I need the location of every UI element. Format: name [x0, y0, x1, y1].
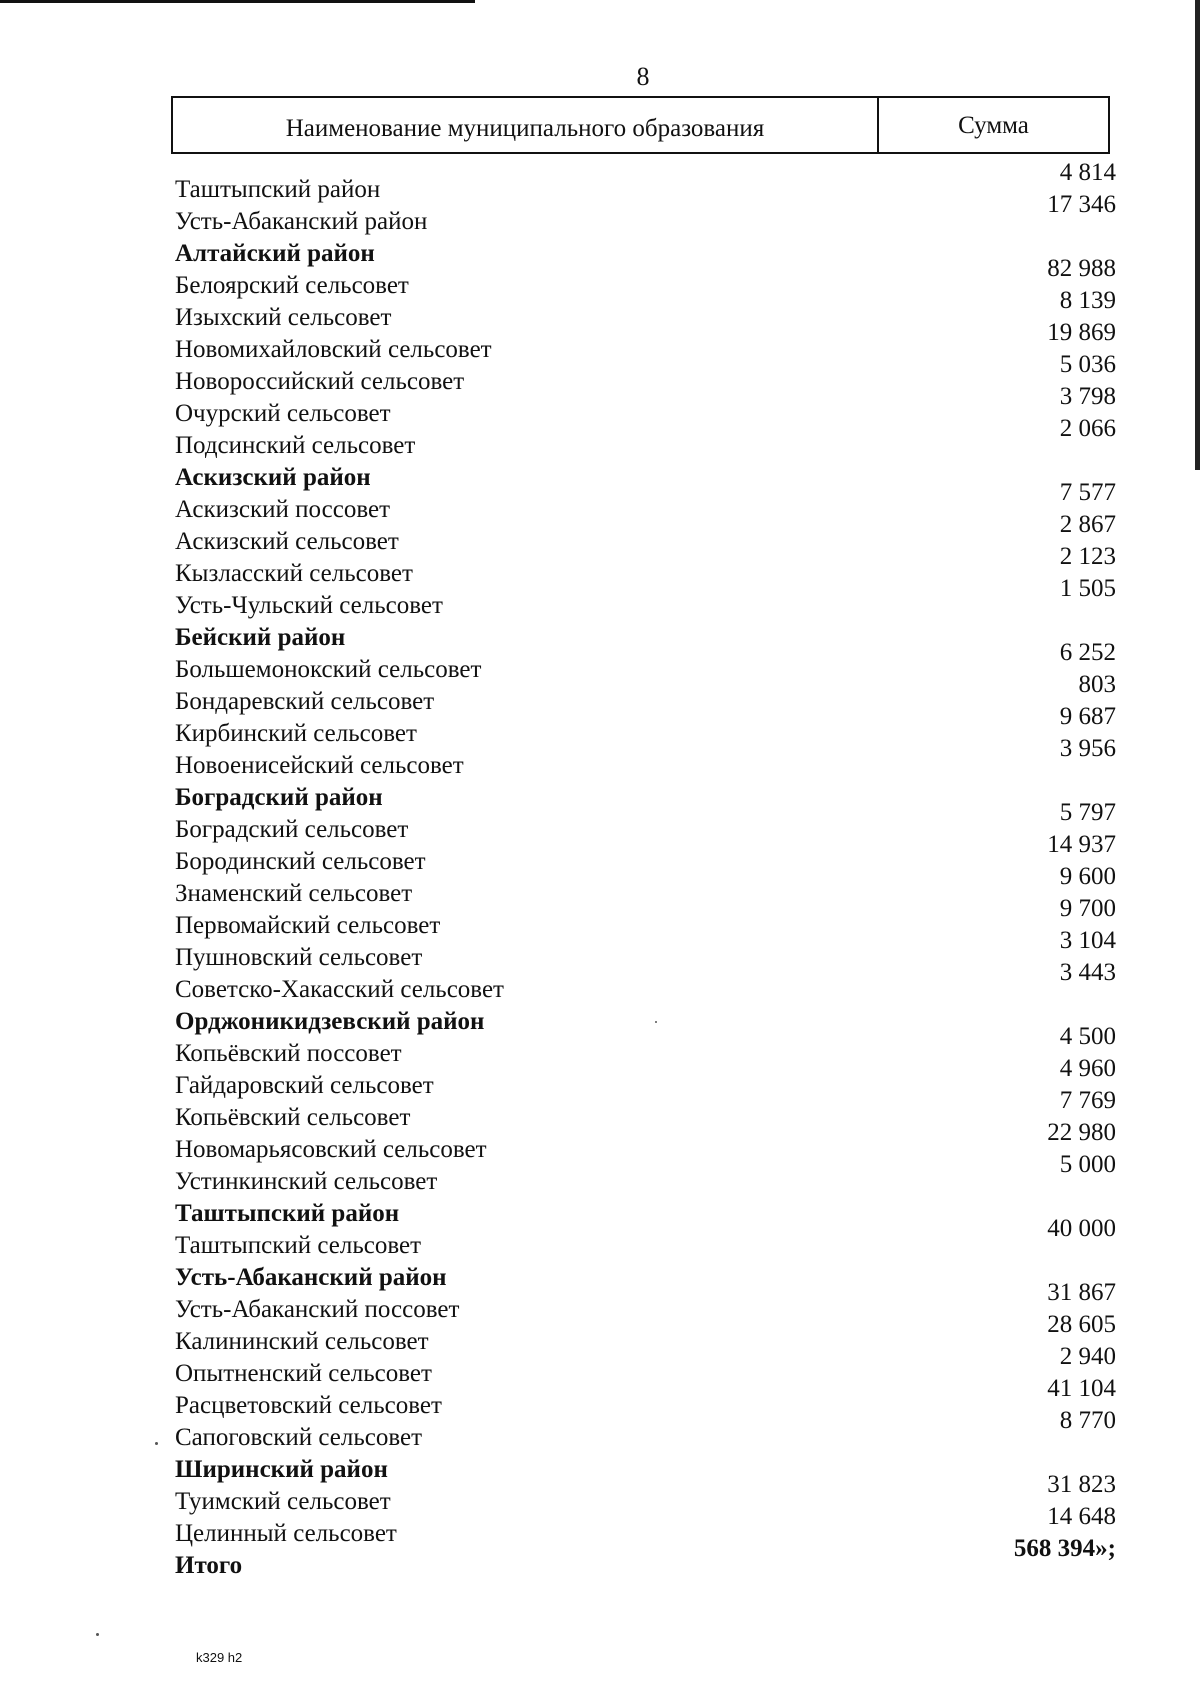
row-name: Усть-Абаканский район: [175, 208, 428, 235]
table-row: [0, 415, 1200, 462]
table-row: [0, 383, 1200, 430]
row-amount: 3 798: [1059, 383, 1116, 410]
row-name: Бейский район: [175, 624, 346, 651]
row-name: Пушновский сельсовет: [175, 944, 423, 971]
row-name: Подсинский сельсовет: [175, 432, 416, 459]
row-amount: 9 700: [1059, 895, 1116, 922]
row-amount: 2 940: [1059, 1343, 1116, 1370]
row-name: Новороссийский сельсовет: [175, 368, 465, 395]
table-row: [0, 959, 1200, 1006]
table-row: [0, 895, 1200, 942]
header-sum-cell: Сумма: [958, 112, 1029, 139]
row-amount: 5 036: [1059, 351, 1116, 378]
table-row: [0, 1343, 1200, 1390]
table-row: [0, 1087, 1200, 1134]
row-amount: 22 980: [1047, 1119, 1116, 1146]
row-name: Новомарьясовский сельсовет: [175, 1136, 487, 1163]
scan-speck: [96, 1633, 99, 1636]
table-row: [0, 319, 1200, 366]
row-amount: 14 937: [1047, 831, 1116, 858]
header-name-cell: Наименование муниципального образования: [173, 98, 879, 152]
table-row: [0, 351, 1200, 398]
row-name: Копьёвский сельсовет: [175, 1104, 411, 1131]
row-amount: 1 505: [1059, 575, 1116, 602]
table-row: [0, 1279, 1200, 1326]
table-body: [0, 159, 1200, 1582]
row-amount: 2 123: [1059, 543, 1116, 570]
row-name: Бородинский сельсовет: [175, 848, 426, 875]
row-name: Аскизский поссовет: [175, 496, 391, 523]
table-row: [0, 543, 1200, 590]
row-name: Опытненский сельсовет: [175, 1360, 432, 1387]
table-row: [0, 191, 1200, 238]
row-name: Таштыпский район: [175, 176, 381, 203]
table-row: [0, 159, 1200, 206]
total-row: [0, 1535, 1200, 1582]
table-row: [0, 799, 1200, 846]
table-row: [0, 927, 1200, 974]
table-row: [0, 287, 1200, 334]
row-name: Сапоговский сельсовет: [175, 1424, 423, 1451]
row-amount: 28 605: [1047, 1311, 1116, 1338]
scan-speck: [155, 1442, 158, 1445]
table-row: [0, 735, 1200, 782]
row-name: Итого: [175, 1552, 243, 1579]
row-amount: 568 394»;: [1013, 1535, 1116, 1562]
row-amount: 31 867: [1047, 1279, 1116, 1306]
row-amount: 803: [1078, 671, 1116, 698]
row-name: Усть-Абаканский поссовет: [175, 1296, 460, 1323]
row-name: Устинкинский сельсовет: [175, 1168, 438, 1195]
row-name: Калининский сельсовет: [175, 1328, 429, 1355]
district-row: [0, 238, 1200, 270]
table-row: [0, 255, 1200, 302]
top-edge-rule: [0, 0, 475, 3]
district-row: [0, 782, 1200, 814]
row-name: Таштыпский сельсовет: [175, 1232, 421, 1259]
row-amount: 41 104: [1047, 1375, 1116, 1402]
table-row: [0, 1151, 1200, 1198]
table-row: [0, 639, 1200, 686]
table-row: [0, 1119, 1200, 1166]
row-name: Кызласский сельсовет: [175, 560, 413, 587]
row-name: Целинный сельсовет: [175, 1520, 397, 1547]
table-row: [0, 1055, 1200, 1102]
table-row: [0, 1407, 1200, 1454]
table-row: [0, 703, 1200, 750]
row-name: Таштыпский район: [175, 1200, 400, 1227]
row-amount: 7 769: [1059, 1087, 1116, 1114]
row-amount: 40 000: [1047, 1215, 1116, 1242]
table-row: [0, 1215, 1200, 1262]
row-name: Копьёвский поссовет: [175, 1040, 402, 1067]
row-amount: 4 814: [1059, 159, 1116, 186]
row-amount: 3 443: [1059, 959, 1116, 986]
row-amount: 14 648: [1047, 1503, 1116, 1530]
row-amount: 8 139: [1059, 287, 1116, 314]
row-name: Гайдаровский сельсовет: [175, 1072, 434, 1099]
table-header: [171, 96, 1110, 154]
row-amount: 4 500: [1059, 1023, 1116, 1050]
row-name: Ширинский район: [175, 1456, 388, 1483]
row-amount: 31 823: [1047, 1471, 1116, 1498]
row-name: Алтайский район: [175, 240, 375, 267]
row-amount: 5 797: [1059, 799, 1116, 826]
row-amount: 4 960: [1059, 1055, 1116, 1082]
row-name: Орджоникидзевский район: [175, 1008, 485, 1035]
row-name: Аскизский сельсовет: [175, 528, 399, 555]
row-amount: 9 687: [1059, 703, 1116, 730]
row-amount: 5 000: [1059, 1151, 1116, 1178]
row-amount: 2 867: [1059, 511, 1116, 538]
district-row: [0, 622, 1200, 654]
row-name: Кирбинский сельсовет: [175, 720, 417, 747]
table-row: [0, 1311, 1200, 1358]
row-name: Туимский сельсовет: [175, 1488, 391, 1515]
district-row: [0, 1454, 1200, 1486]
table-row: [0, 479, 1200, 526]
row-name: Советско-Хакасский сельсовет: [175, 976, 504, 1003]
row-name: Боградский район: [175, 784, 383, 811]
row-amount: 8 770: [1059, 1407, 1116, 1434]
row-amount: 2 066: [1059, 415, 1116, 442]
table-row: [0, 1471, 1200, 1518]
table-row: [0, 511, 1200, 558]
page-number: 8: [636, 62, 650, 91]
district-row: [0, 1006, 1200, 1038]
row-name: Аскизский район: [175, 464, 371, 491]
table-row: [0, 671, 1200, 718]
row-name: Очурский сельсовет: [175, 400, 391, 427]
row-amount: 9 600: [1059, 863, 1116, 890]
district-row: [0, 462, 1200, 494]
row-name: Большемонокский сельсовет: [175, 656, 482, 683]
row-name: Знаменский сельсовет: [175, 880, 413, 907]
row-name: Новомихайловский сельсовет: [175, 336, 492, 363]
district-row: [0, 1262, 1200, 1294]
row-name: Усть-Абаканский район: [175, 1264, 447, 1291]
row-name: Усть-Чульский сельсовет: [175, 592, 443, 619]
row-name: Первомайский сельсовет: [175, 912, 441, 939]
row-amount: 82 988: [1047, 255, 1116, 282]
row-name: Боградский сельсовет: [175, 816, 409, 843]
row-amount: 3 956: [1059, 735, 1116, 762]
table-row: [0, 1375, 1200, 1422]
row-amount: 17 346: [1047, 191, 1116, 218]
table-row: [0, 575, 1200, 622]
district-row: [0, 1198, 1200, 1230]
row-name: Белоярский сельсовет: [175, 272, 409, 299]
document-code: k329 h2: [196, 1650, 243, 1665]
row-amount: 7 577: [1059, 479, 1116, 506]
row-name: Изыхский сельсовет: [175, 304, 392, 331]
table-row: [0, 831, 1200, 878]
table-row: [0, 863, 1200, 910]
table-row: [0, 1023, 1200, 1070]
scan-speck: [655, 1021, 657, 1023]
row-name: Новоенисейский сельсовет: [175, 752, 464, 779]
row-amount: 6 252: [1059, 639, 1116, 666]
row-amount: 19 869: [1047, 319, 1116, 346]
row-name: Расцветовский сельсовет: [175, 1392, 442, 1419]
row-name: Бондаревский сельсовет: [175, 688, 435, 715]
row-amount: 3 104: [1059, 927, 1116, 954]
